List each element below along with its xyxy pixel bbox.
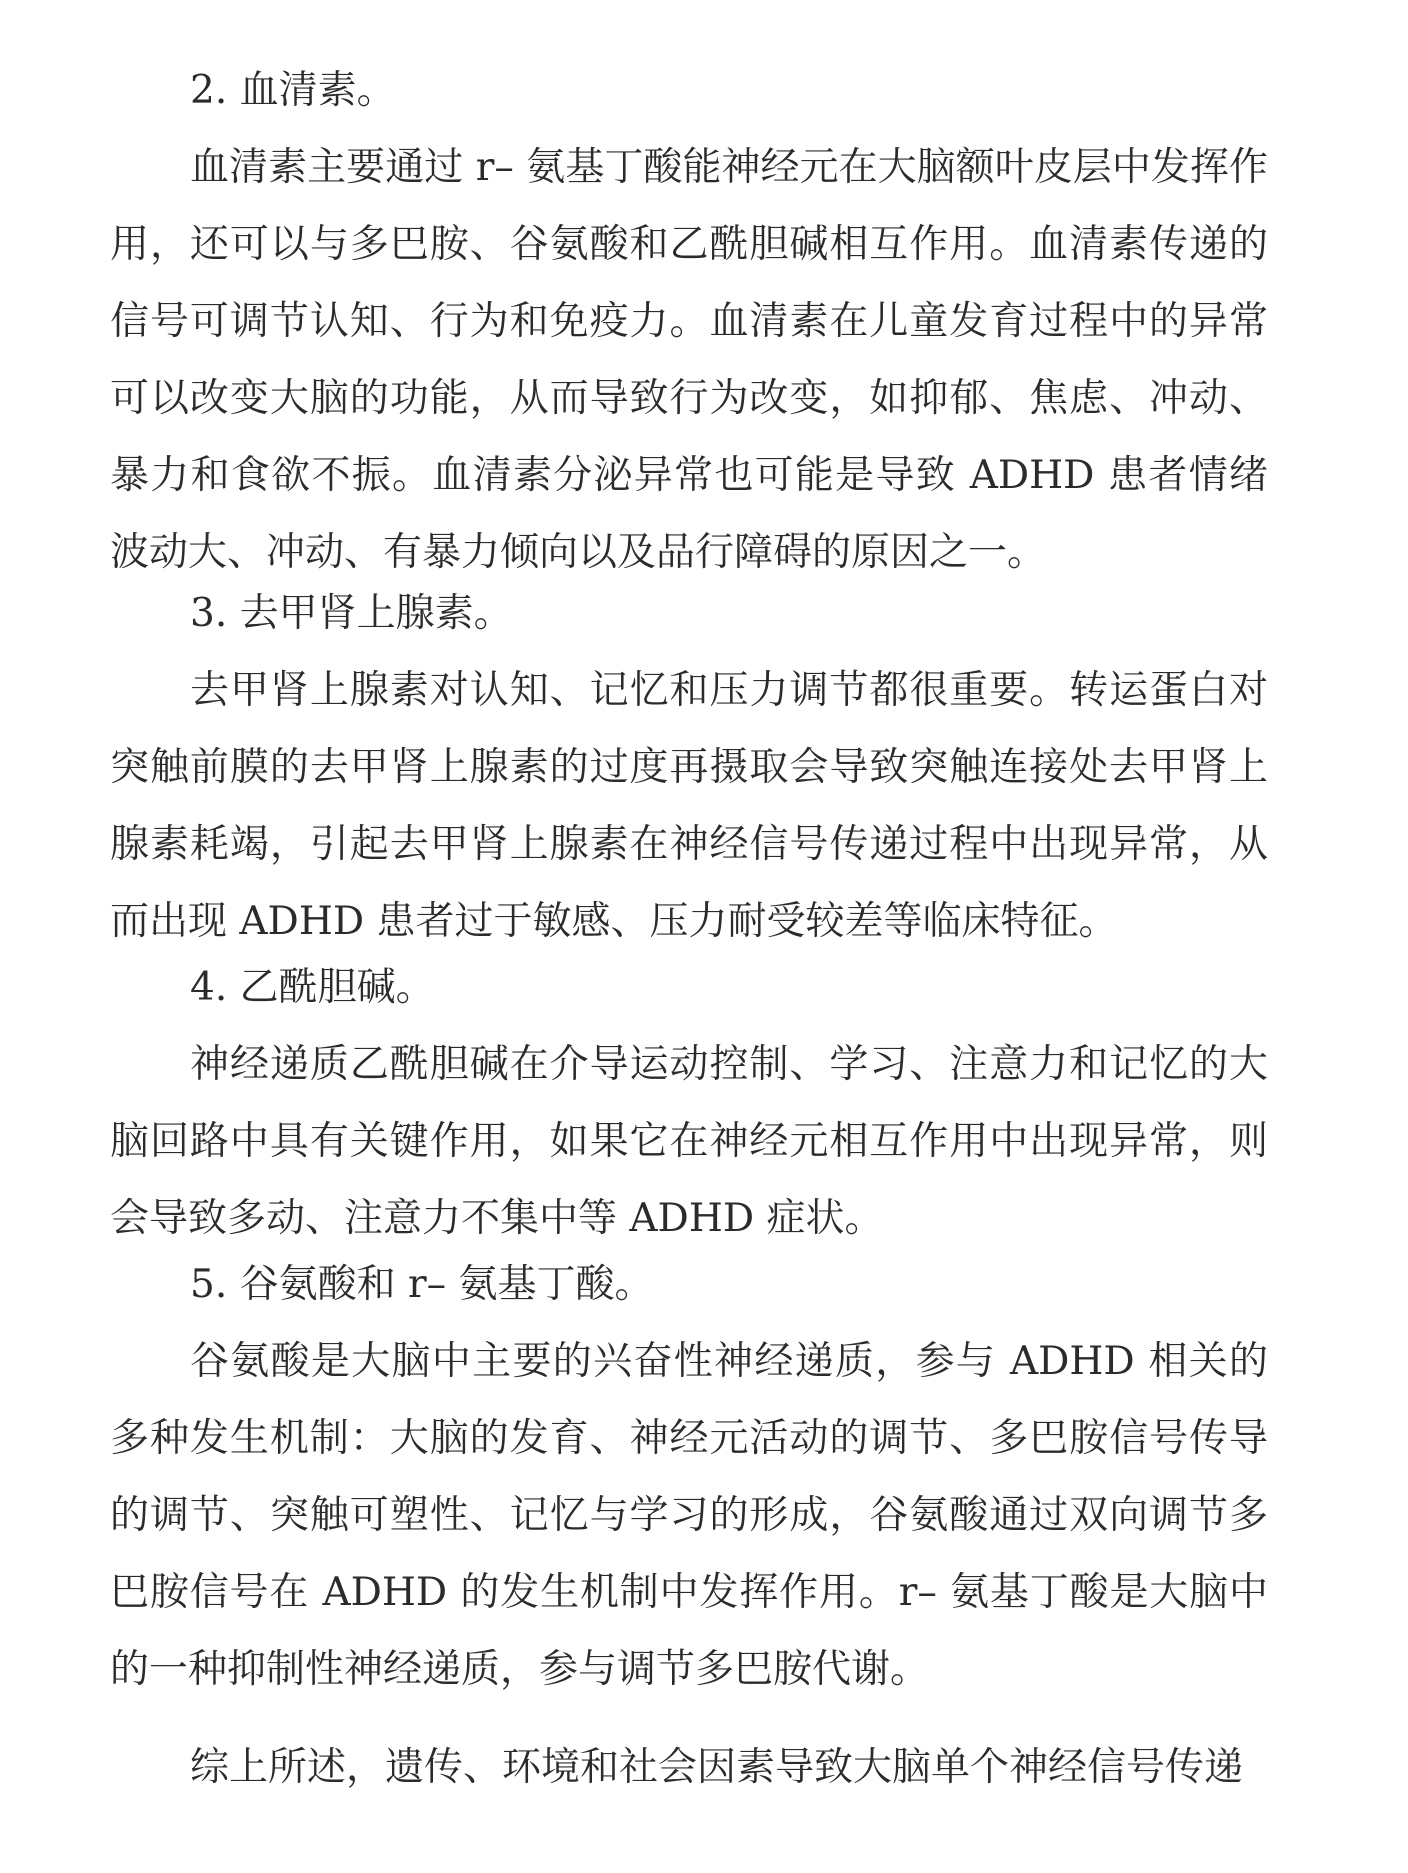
section-heading-glutamate-gaba: 5. 谷氨酸和 r– 氨基丁酸。 xyxy=(190,1262,654,1307)
summary-paragraph: 综上所述，遗传、环境和社会因素导致大脑单个神经信号传递 xyxy=(190,1745,1244,1790)
section-body-acetylcholine: 神经递质乙酰胆碱在介导运动控制、学习、注意力和记忆的大脑回路中具有关键作用，如果它在神经元相互作用中出现异常，则会导致多动、注意力不集中等 ADHD 症状。 xyxy=(110,1042,1268,1241)
section-body-glutamate-gaba: 谷氨酸是大脑中主要的兴奋性神经递质，参与 ADHD 相关的多种发生机制：大脑的发育、神经元活动的调节、多巴胺信号传导的调节、突触可塑性、记忆与学习的形成，谷氨酸通过双向调节多巴胺信号在 ADHD 的发生机制中发挥作用。r– 氨基丁酸是大脑中的一种抑制性神经递质，参与调节多巴胺代谢。 xyxy=(110,1339,1268,1692)
section-heading-acetylcholine: 4. 乙酰胆碱。 xyxy=(190,965,435,1010)
section-body-serotonin: 血清素主要通过 r– 氨基丁酸能神经元在大脑额叶皮层中发挥作用，还可以与多巴胺、谷氨酸和乙酰胆碱相互作用。血清素传递的信号可调节认知、行为和免疫力。血清素在儿童发育过程中的异常可以改变大脑的功能，从而导致行为改变，如抑郁、焦虑、冲动、暴力和食欲不振。血清素分泌异常也可能是导致 ADHD 患者情绪波动大、冲动、有暴力倾向以及品行障碍的原因之一。 xyxy=(110,145,1268,575)
section-body-norepinephrine: 去甲肾上腺素对认知、记忆和压力调节都很重要。转运蛋白对突触前膜的去甲肾上腺素的过度再摄取会导致突触连接处去甲肾上腺素耗竭，引起去甲肾上腺素在神经信号传递过程中出现异常，从而出现 ADHD 患者过于敏感、压力耐受较差等临床特征。 xyxy=(110,668,1268,944)
section-heading-norepinephrine: 3. 去甲肾上腺素。 xyxy=(190,591,513,636)
section-heading-serotonin: 2. 血清素。 xyxy=(190,68,396,113)
